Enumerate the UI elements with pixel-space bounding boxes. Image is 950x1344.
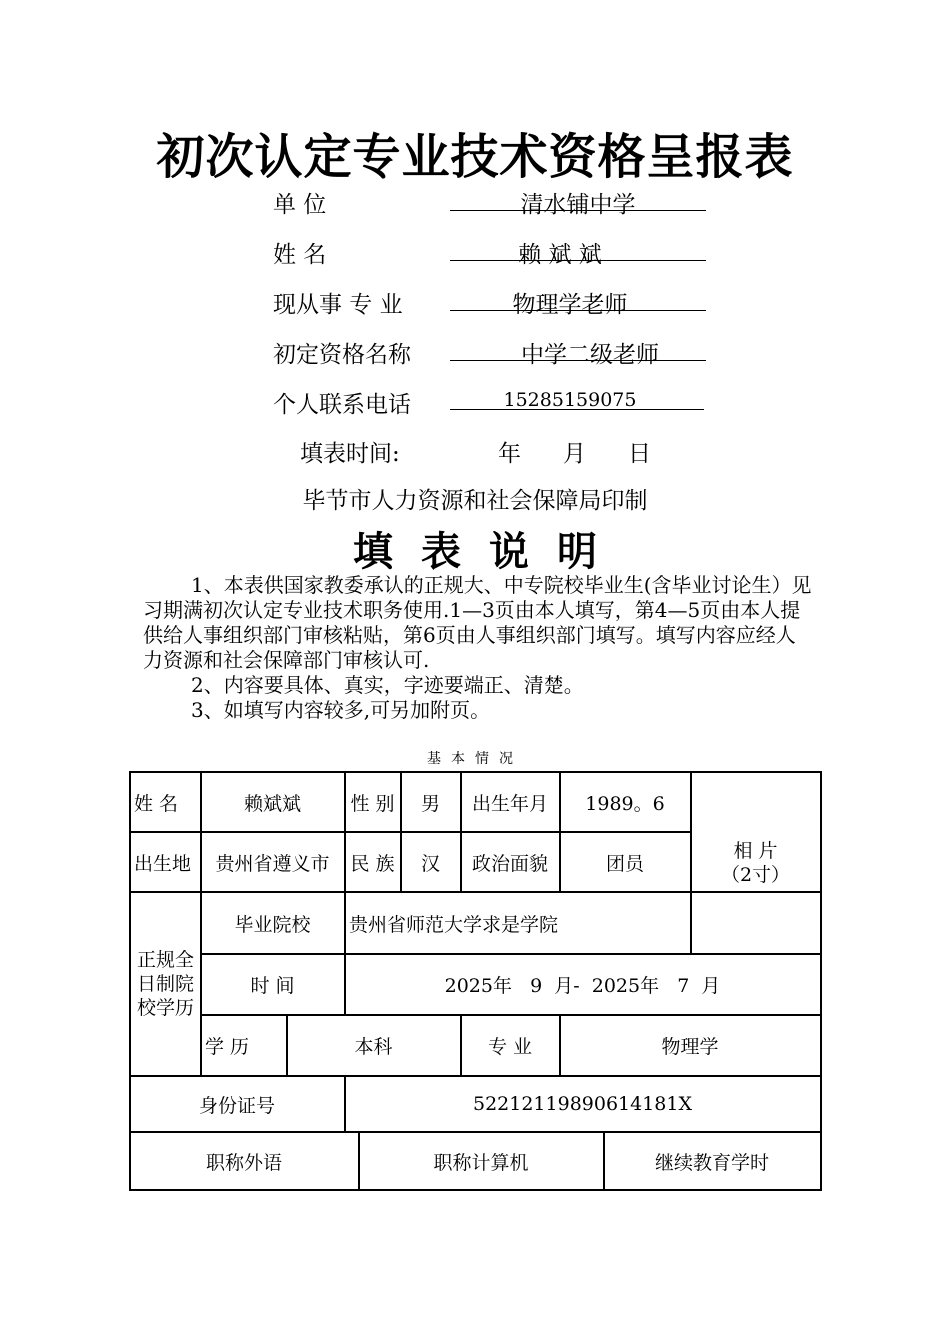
birthplace-label: 出生地 bbox=[134, 852, 192, 875]
field-underline bbox=[450, 360, 706, 361]
continuing-education-label: 继续教育学时 bbox=[654, 1151, 769, 1174]
field-underline bbox=[450, 260, 706, 261]
field-label-specialty: 现从事 专 业 bbox=[273, 292, 403, 318]
time-value: 2025年 9 月- 2025年 7 月 bbox=[444, 975, 721, 997]
birth-label: 出生年月 bbox=[471, 792, 548, 815]
instruction-item: 3、如填写内容较多,可另加附页。 bbox=[191, 698, 491, 722]
instruction-item: 2、内容要具体、真实，字迹要端正、清楚。 bbox=[191, 673, 584, 697]
date-label: 填表时间: bbox=[300, 441, 400, 467]
computer-label: 职称计算机 bbox=[433, 1151, 529, 1174]
name-label: 姓 名 bbox=[134, 792, 179, 815]
education-section-label: 正规全日制院校学历 bbox=[136, 949, 194, 1019]
field-underline bbox=[450, 409, 704, 410]
instructions-body bbox=[143, 573, 813, 723]
date-day: 日 bbox=[628, 441, 651, 467]
birthplace-value: 贵州省遵义市 bbox=[215, 852, 330, 875]
field-label-qualification: 初定资格名称 bbox=[273, 342, 411, 368]
ethnicity-label: 民 族 bbox=[350, 852, 395, 875]
form-title: 初次认定专业技术资格呈报表 bbox=[156, 129, 794, 185]
name-value: 赖斌斌 bbox=[243, 792, 301, 815]
foreign-language-label: 职称外语 bbox=[205, 1151, 282, 1174]
id-label: 身份证号 bbox=[198, 1094, 275, 1117]
school-label: 毕业院校 bbox=[234, 913, 311, 936]
section-caption: 基本情况 bbox=[427, 751, 523, 767]
date-year: 年 bbox=[498, 441, 521, 467]
gender-label: 性 别 bbox=[350, 792, 395, 815]
field-value-unit: 清水铺中学 bbox=[520, 192, 636, 218]
photo-size: （2寸） bbox=[720, 864, 791, 886]
time-label: 时 间 bbox=[250, 975, 295, 997]
degree-value: 本科 bbox=[354, 1036, 393, 1058]
field-label-name: 姓 名 bbox=[273, 242, 327, 268]
field-underline bbox=[450, 310, 706, 311]
field-value-phone: 15285159075 bbox=[503, 389, 637, 411]
id-value: 52212119890614181X bbox=[472, 1093, 693, 1115]
instruction-item: 1、本表供国家教委承认的正规大、中专院校毕业生(含毕业讨论生）见习期满初次认定专业技术职务使用.1—3页由本人填写，第4—5页由本人提供给人事组织部门审核粘贴，第6页由人事组织部门填写。填写内容应经人力资源和社会保障部门审核认可. bbox=[143, 573, 812, 672]
photo-box bbox=[691, 773, 820, 953]
field-value-qualification: 中学二级老师 bbox=[521, 342, 659, 368]
gender-value: 男 bbox=[420, 792, 440, 815]
major-value: 物理学 bbox=[661, 1036, 719, 1058]
instructions-title: 填表说明 bbox=[353, 529, 625, 575]
degree-label: 学 历 bbox=[205, 1036, 250, 1058]
field-label-phone: 个人联系电话 bbox=[273, 392, 411, 418]
political-label: 政治面貌 bbox=[471, 852, 548, 875]
field-label-unit: 单 位 bbox=[273, 192, 327, 218]
photo-label: 相 片 bbox=[733, 840, 778, 862]
issuer: 毕节市人力资源和社会保障局印制 bbox=[302, 488, 648, 514]
birth-value: 1989。6 bbox=[585, 792, 665, 815]
ethnicity-value: 汉 bbox=[420, 852, 440, 875]
date-month: 月 bbox=[563, 441, 586, 467]
political-value: 团员 bbox=[605, 852, 644, 875]
field-value-specialty: 物理学老师 bbox=[512, 292, 628, 318]
major-label: 专 业 bbox=[487, 1036, 533, 1058]
field-underline bbox=[450, 210, 706, 211]
school-value: 贵州省师范大学求是学院 bbox=[349, 913, 559, 936]
field-value-name: 赖 斌 斌 bbox=[518, 242, 602, 268]
